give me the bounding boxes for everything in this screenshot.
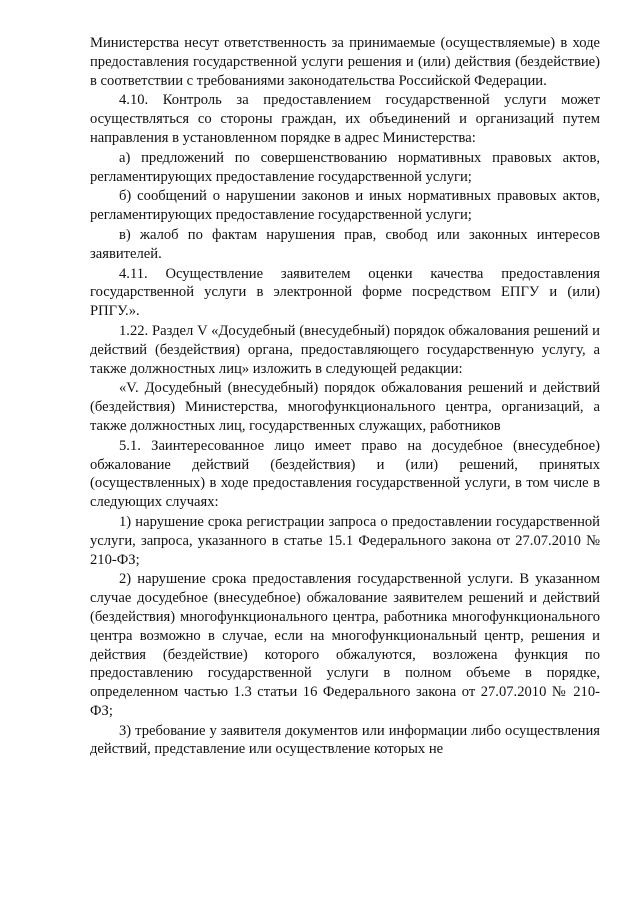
paragraph-1-22: 1.22. Раздел V «Досудебный (внесудебный) порядок обжалования решений и действий (бездействия) органа, предоставляющего государственную услугу, а также должностных лиц» изложить в следующей редакции: — [90, 322, 600, 377]
paragraph-continuation: Министерства несут ответственность за принимаемые (осуществляемые) в ходе предоставления государственной услуги решения и (или) действия (бездействие) в соответствии с требованиями законодательства Российской Федерации. — [90, 35, 600, 89]
paragraph-item-b: б) сообщений о нарушении законов и иных нормативных правовых актов, регламентирующих предоставление государственной услуги; — [90, 188, 600, 224]
paragraph-item-v: в) жалоб по фактам нарушения прав, свобод или законных интересов заявителей. — [90, 226, 600, 262]
list-item-3: 3) требование у заявителя документов или информации либо осуществления действий, представление или осуществление которых не — [90, 722, 600, 758]
paragraph-5-1: 5.1. Заинтересованное лицо имеет право на досудебное (внесудебное) обжалование действий (бездействия) и (или) решений, принятых (осуществленных) в ходе предоставления государственной услуги, в том числе в следующих случаях: — [90, 437, 600, 511]
list-item-1: 1) нарушение срока регистрации запроса о предоставлении государственной услуги, запроса, указанного в статье 15.1 Федерального закона от 27.07.2010 № 210-ФЗ; — [90, 513, 600, 568]
section-v-heading: «V. Досудебный (внесудебный) порядок обжалования решений и действий (бездействия) Министерства, многофункционального центра, организаций, а также должностных лиц, государственных служащих, работников — [90, 380, 600, 434]
paragraph-item-a: а) предложений по совершенствованию нормативных правовых актов, регламентирующих предоставление государственной услуги; — [90, 149, 600, 185]
list-item-2: 2) нарушение срока предоставления государственной услуги. В указанном случае досудебное (внесудебное) обжалование заявителем решений и действий (бездействия) многофункционального центра, работника многофункционального центра возможно в случае, если на многофункциональный центр, решения и действия (бездействие) которого обжалуются, возложена функция по предоставлению государственной услуги в полном объеме в порядке, определенном частью 1.3 статьи 16 Федерального закона от 27.07.2010 № 210-ФЗ; — [90, 571, 600, 719]
paragraph-4-11: 4.11. Осуществление заявителем оценки качества предоставления государственной услуги в электронной форме посредством ЕПГУ и (или) РПГУ.». — [90, 265, 600, 320]
paragraph-4-10: 4.10. Контроль за предоставлением государственной услуги может осуществляться со стороны граждан, их объединений и организаций путем направления в установленном порядке в адрес Министерства: — [90, 92, 600, 146]
